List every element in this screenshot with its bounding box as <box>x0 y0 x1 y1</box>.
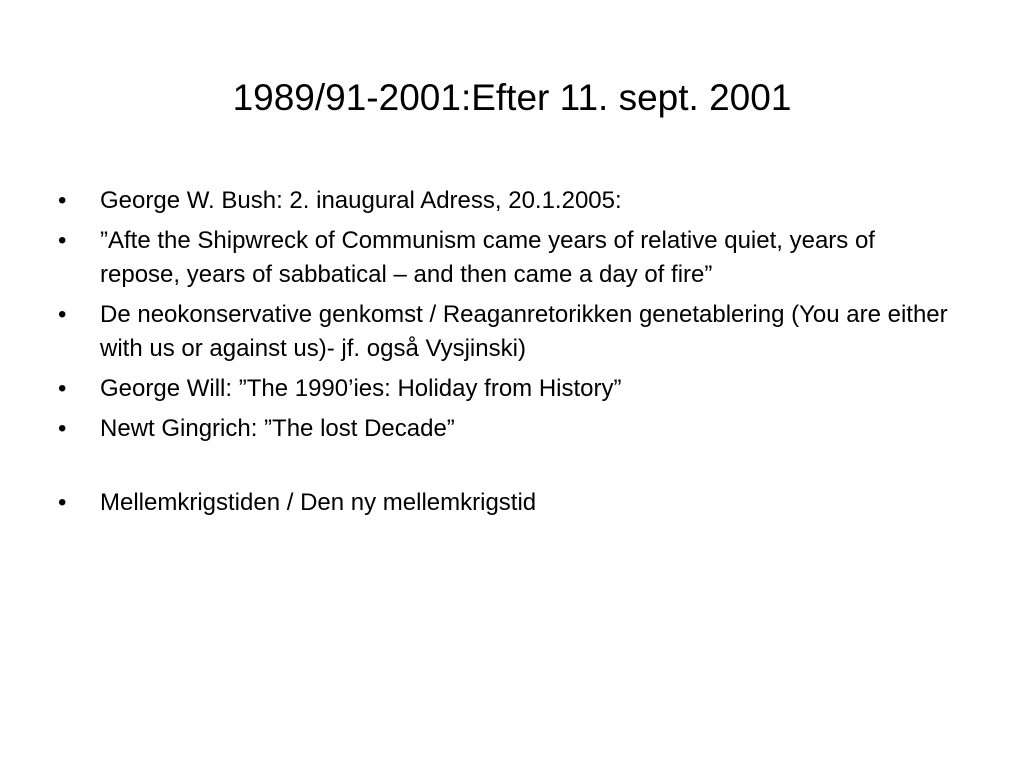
bullet-text: De neokonservative genkomst / Reaganretorikken genetablering (You are either with us or against us)- jf. også Vysjinski) <box>100 301 948 362</box>
bullet-text: George Will: ”The 1990’ies: Holiday from History” <box>100 375 622 402</box>
bullet-text: George W. Bush: 2. inaugural Adress, 20.1.2005: <box>100 187 622 214</box>
bullet-icon: • <box>58 187 67 214</box>
bullet-item <box>58 372 958 406</box>
bullet-icon: • <box>58 415 67 442</box>
bullet-item <box>58 184 958 218</box>
bullet-icon: • <box>58 301 67 328</box>
bullet-item <box>58 486 958 520</box>
bullet-text: Mellemkrigstiden / Den ny mellemkrigstid <box>100 489 537 516</box>
bullet-text: ”Afte the Shipwreck of Communism came years of relative quiet, years of repose, years of sabbatical – and then came a day of fire” <box>100 227 875 288</box>
bullet-icon: • <box>58 489 67 516</box>
bullet-item <box>58 224 958 292</box>
bullet-list <box>58 184 958 526</box>
bullet-item <box>58 298 958 366</box>
bullet-icon: • <box>58 227 67 254</box>
bullet-text: Newt Gingrich: ”The lost Decade” <box>100 415 455 442</box>
bullet-item <box>58 412 958 446</box>
bullet-icon: • <box>58 375 67 402</box>
slide-title: 1989/91-2001:Efter 11. sept. 2001 <box>232 77 792 118</box>
